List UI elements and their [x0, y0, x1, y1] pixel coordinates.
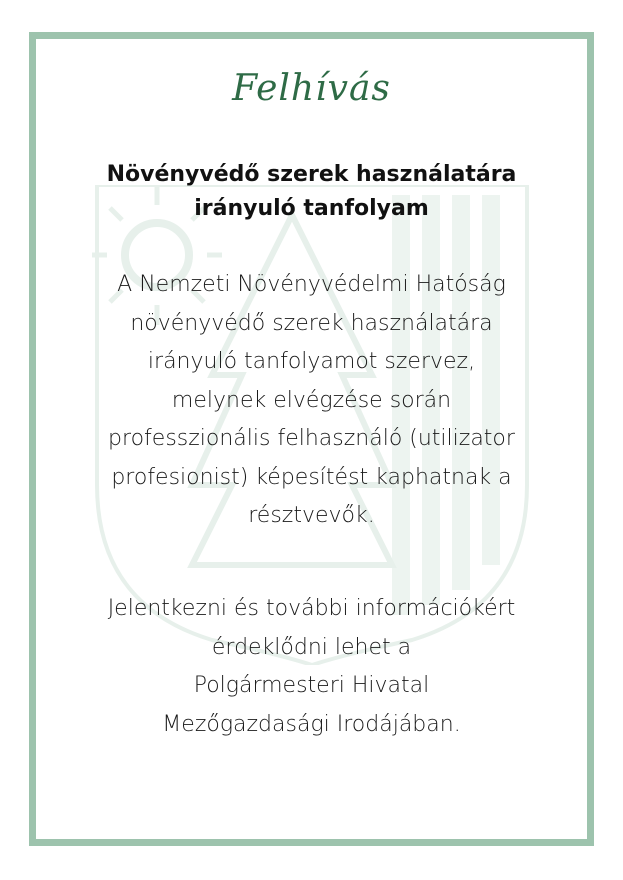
paragraph-line: érdeklődni lehet a [211, 634, 412, 660]
heading-line: Növényvédő szerek használatára [106, 162, 517, 187]
paragraph-line: Jelentkezni és további információkért [107, 596, 516, 621]
notice-paragraph-2 [40, 590, 583, 744]
paragraph-line: irányuló tanfolyamot szervez, [147, 349, 476, 374]
heading-line: irányuló tanfolyam [194, 196, 429, 221]
paragraph-line: A Nemzeti Növényvédelmi Hatóság [117, 272, 506, 297]
notice-heading [70, 158, 553, 226]
paragraph-line: Mezőgazdasági Irodájában. [162, 711, 461, 737]
page-title: Felhívás [232, 68, 391, 109]
paragraph-line: résztvevők. [248, 503, 375, 528]
paragraph-line: melynek elvégzése során [171, 387, 452, 413]
paragraph-line: professzionális felhasználó (utilizator [108, 426, 515, 451]
paragraph-line: profesionist) képesítést kaphatnak a [111, 464, 512, 490]
notice-paragraph-1 [40, 266, 583, 536]
paragraph-line: Polgármesteri Hivatal [193, 673, 430, 698]
paragraph-line: növényvédő szerek használatára [130, 310, 493, 336]
